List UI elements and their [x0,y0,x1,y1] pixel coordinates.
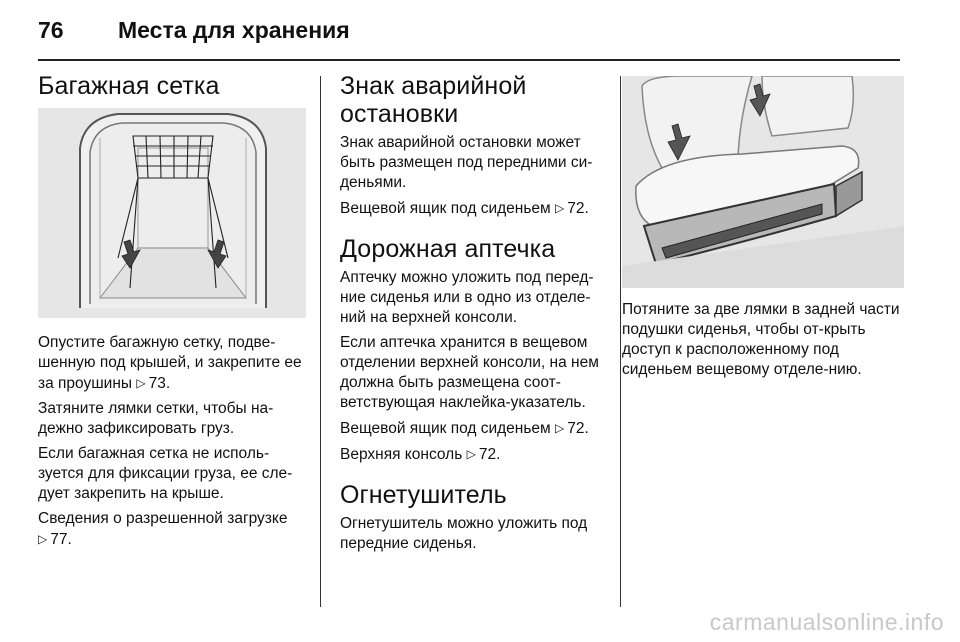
arrow-ref-icon: ▷ [466,447,476,461]
header-rule [38,59,900,61]
paragraph: Если аптечка хранится в вещевом отделении верхней консоли, на нем должна быть размещена соот-ветствующая наклейка-указатель. [340,334,599,411]
paragraph: Потяните за две лямки в задней части подушки сиденья, чтобы от-крыть доступ к расположенному под сиденьем вещевому отделе-нию. [622,301,900,378]
column-cargo-net [38,72,306,555]
paragraph: Верхняя консоль ▷ 72. [340,446,501,463]
paragraph: Знак аварийной остановки может быть размещен под передними си-деньями. [340,134,593,191]
cargo-net-illustration [38,108,306,318]
paragraph: Затяните лямки сетки, чтобы на-дежно зафиксировать груз. [38,400,274,437]
paragraph: Опустите багажную сетку, подве-шенную под крышей, и закрепите ее за проушины ▷ 73. [38,334,302,392]
page-header-title: Места для хранения [118,17,350,43]
section-heading-first-aid-kit: Дорожная аптечка [340,235,556,263]
paragraph: Если багажная сетка не исполь-зуется для фиксации груза, ее сле-дует закрепить на крыше. [38,445,293,502]
paragraph: Аптечку можно уложить под перед-ние сиденья или в одно из отделе-ний на верхней консоли. [340,269,594,326]
section-heading-fire-extinguisher: Огнетушитель [340,481,507,509]
arrow-ref-icon: ▷ [38,532,48,546]
arrow-ref-icon: ▷ [555,201,565,215]
paragraph: Вещевой ящик под сиденьем ▷ 72. [340,420,589,437]
page-number: 76 [38,17,64,43]
arrow-ref-icon: ▷ [555,421,565,435]
section-heading-cargo-net: Багажная сетка [38,72,220,100]
column-seat-storage [622,76,904,385]
paragraph: Огнетушитель можно уложить под передние сиденья. [340,515,588,552]
paragraph: Вещевой ящик под сиденьем ▷ 72. [340,200,589,217]
column-safety-items [340,72,608,559]
paragraph: Сведения о разрешенной загрузке ▷ 77. [38,510,288,548]
watermark: carmanualsonline.info [709,609,944,635]
column-divider-right [620,76,621,607]
section-heading-warning-triangle: Знак аварийной остановки [340,72,527,128]
seat-storage-illustration [622,76,904,288]
column-divider-left [320,76,321,607]
arrow-ref-icon: ▷ [136,376,146,390]
